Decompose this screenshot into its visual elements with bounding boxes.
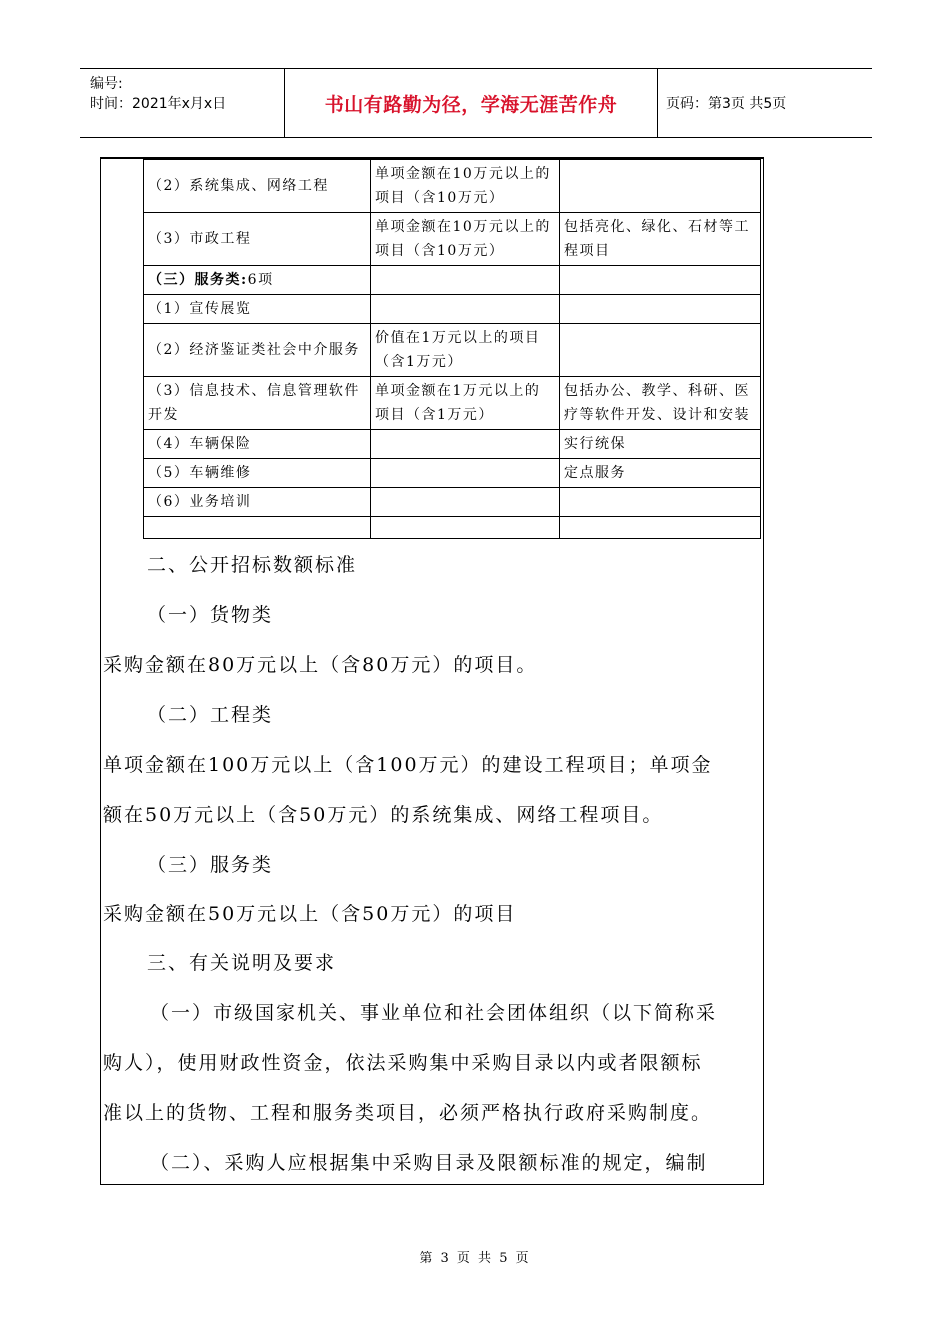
document-date: 时间：2021年x月x日 bbox=[90, 96, 227, 112]
header-motto: 书山有路勤为径，学海无涯苦作舟 bbox=[324, 93, 618, 116]
table-cell: （2）经济鉴证类社会中介服务 bbox=[144, 324, 371, 377]
table-row bbox=[144, 517, 761, 539]
table-cell bbox=[371, 517, 560, 539]
table-cell: 单项金额在10万元以上的项目（含10万元） bbox=[371, 213, 560, 266]
table-cell bbox=[560, 324, 761, 377]
section-heading: 三、有关说明及要求 bbox=[147, 952, 337, 974]
paragraph: 采购金额在80万元以上（含80万元）的项目。 bbox=[103, 654, 538, 676]
table-cell bbox=[371, 430, 560, 459]
category-heading: （三）服务类: bbox=[148, 272, 248, 288]
paragraph: 额在50万元以上（含50万元）的系统集成、网络工程项目。 bbox=[103, 804, 664, 826]
table-row bbox=[144, 488, 761, 517]
section-heading: 二、公开招标数额标准 bbox=[147, 554, 358, 576]
table-cell bbox=[560, 488, 761, 517]
subsection-heading: （三）服务类 bbox=[147, 854, 274, 876]
table-cell bbox=[144, 266, 371, 295]
paragraph: 单项金额在100万元以上（含100万元）的建设工程项目；单项金 bbox=[103, 754, 713, 776]
table-cell: （2）系统集成、网络工程 bbox=[144, 160, 371, 213]
page-code: 页码：第3页 共5页 bbox=[666, 96, 787, 112]
table-cell: （5）车辆维修 bbox=[144, 459, 371, 488]
table-cell bbox=[560, 517, 761, 539]
table-cell bbox=[560, 295, 761, 324]
subsection-heading: （二）工程类 bbox=[147, 704, 274, 726]
table-row bbox=[144, 213, 761, 266]
table-cell: 单项金额在10万元以上的项目（含10万元） bbox=[371, 160, 560, 213]
paragraph: （二）、采购人应根据集中采购目录及限额标准的规定，编制 bbox=[150, 1152, 708, 1174]
table-cell: （1）宣传展览 bbox=[144, 295, 371, 324]
table-row bbox=[144, 266, 761, 295]
table-row bbox=[144, 459, 761, 488]
table-cell: 定点服务 bbox=[560, 459, 761, 488]
paragraph: （一）市级国家机关、事业单位和社会团体组织（以下简称采 bbox=[150, 1002, 718, 1024]
table-cell bbox=[371, 459, 560, 488]
table-cell: （3）信息技术、信息管理软件开发 bbox=[144, 377, 371, 430]
table-cell: 单项金额在1万元以上的项目（含1万元） bbox=[371, 377, 560, 430]
table-cell bbox=[371, 295, 560, 324]
table-row bbox=[144, 160, 761, 213]
table-cell: （6）业务培训 bbox=[144, 488, 371, 517]
document-number-label: 编号: bbox=[90, 76, 123, 92]
paragraph: 购人），使用财政性资金，依法采购集中采购目录以内或者限额标 bbox=[103, 1052, 703, 1074]
header-page-cell bbox=[658, 69, 872, 137]
table-row bbox=[144, 377, 761, 430]
table-cell: 价值在1万元以上的项目（含1万元） bbox=[371, 324, 560, 377]
page-header bbox=[80, 68, 872, 138]
table-row bbox=[144, 430, 761, 459]
table-cell: （4）车辆保险 bbox=[144, 430, 371, 459]
page-footer: 第 3 页 共 5 页 bbox=[419, 1251, 531, 1266]
table-cell: 实行统保 bbox=[560, 430, 761, 459]
table-cell: 包括亮化、绿化、石材等工程项目 bbox=[560, 213, 761, 266]
header-motto-cell bbox=[285, 69, 658, 137]
table-cell bbox=[371, 266, 560, 295]
table-cell: （3）市政工程 bbox=[144, 213, 371, 266]
table-cell bbox=[560, 160, 761, 213]
header-info-cell bbox=[80, 69, 285, 137]
table-row bbox=[144, 324, 761, 377]
paragraph: 准以上的货物、工程和服务类项目，必须严格执行政府采购制度。 bbox=[103, 1102, 713, 1124]
table-cell bbox=[560, 266, 761, 295]
paragraph: 采购金额在50万元以上（含50万元）的项目 bbox=[103, 903, 517, 925]
procurement-table bbox=[143, 159, 761, 539]
table-cell bbox=[144, 517, 371, 539]
category-count: 6项 bbox=[247, 272, 274, 288]
table-cell: 包括办公、教学、科研、医疗等软件开发、设计和安装 bbox=[560, 377, 761, 430]
table-cell bbox=[371, 488, 560, 517]
subsection-heading: （一）货物类 bbox=[147, 604, 274, 626]
table-row bbox=[144, 295, 761, 324]
